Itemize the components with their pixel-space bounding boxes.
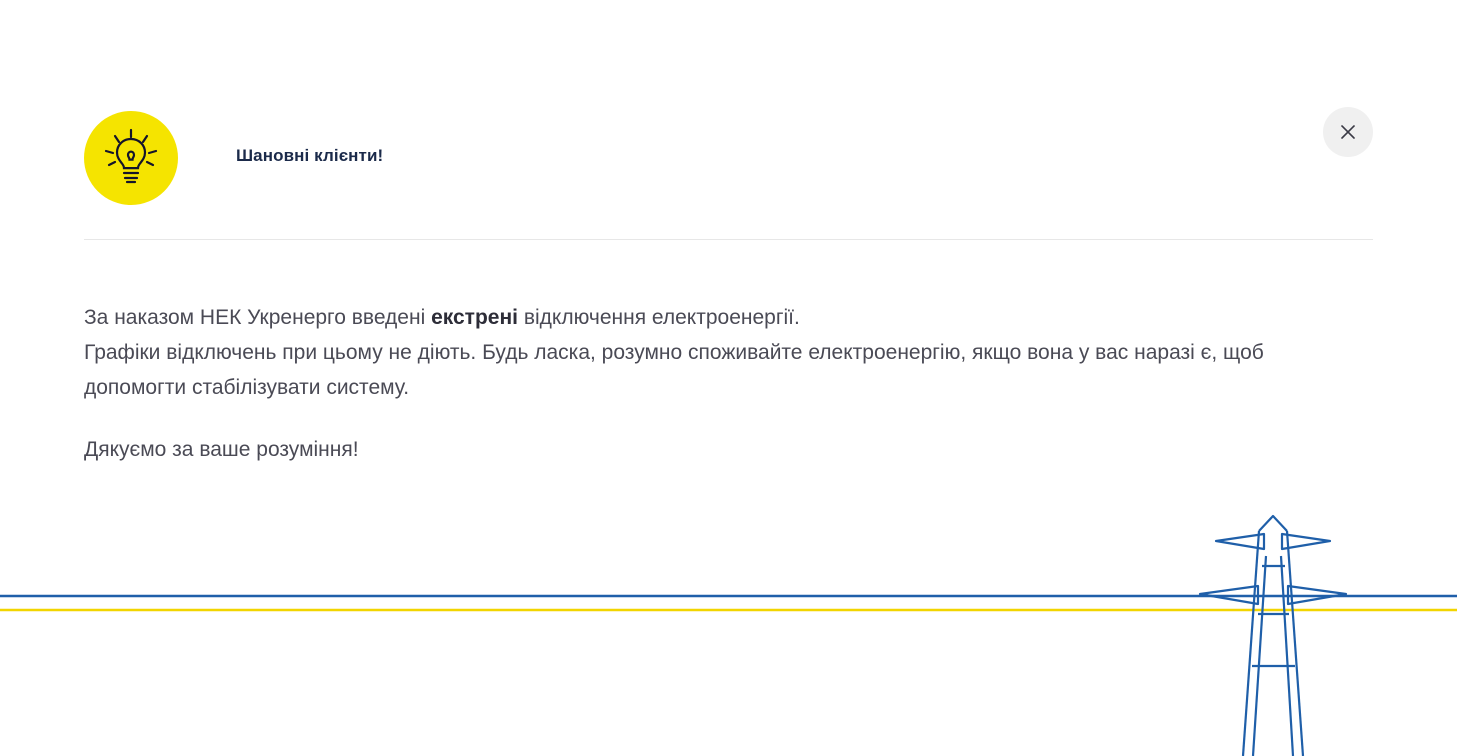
header-divider [84, 239, 1373, 240]
modal-title: Шановні клієнти! [236, 146, 384, 165]
lightbulb-icon [84, 111, 178, 205]
body-line-2: Графіки відключень при цьому не діють. Будь ласка, розумно споживайте електроенергію, якщо вона у вас наразі є, щоб допомогти стабілізувати систему. [84, 341, 1264, 399]
modal-header [0, 0, 1457, 240]
paragraph-gap [84, 405, 1354, 432]
modal-body [84, 300, 1354, 467]
body-line-1 [84, 300, 1354, 335]
body-line-3: Дякуємо за ваше розуміння! [84, 438, 359, 461]
close-icon[interactable] [1323, 107, 1373, 157]
power-line-illustration [0, 496, 1457, 756]
body-line-1-suffix: відключення електроенергії. [518, 306, 800, 329]
body-line-1-prefix: За наказом НЕК Укренерго введені [84, 306, 432, 329]
body-line-1-bold: екстрені [431, 306, 518, 329]
